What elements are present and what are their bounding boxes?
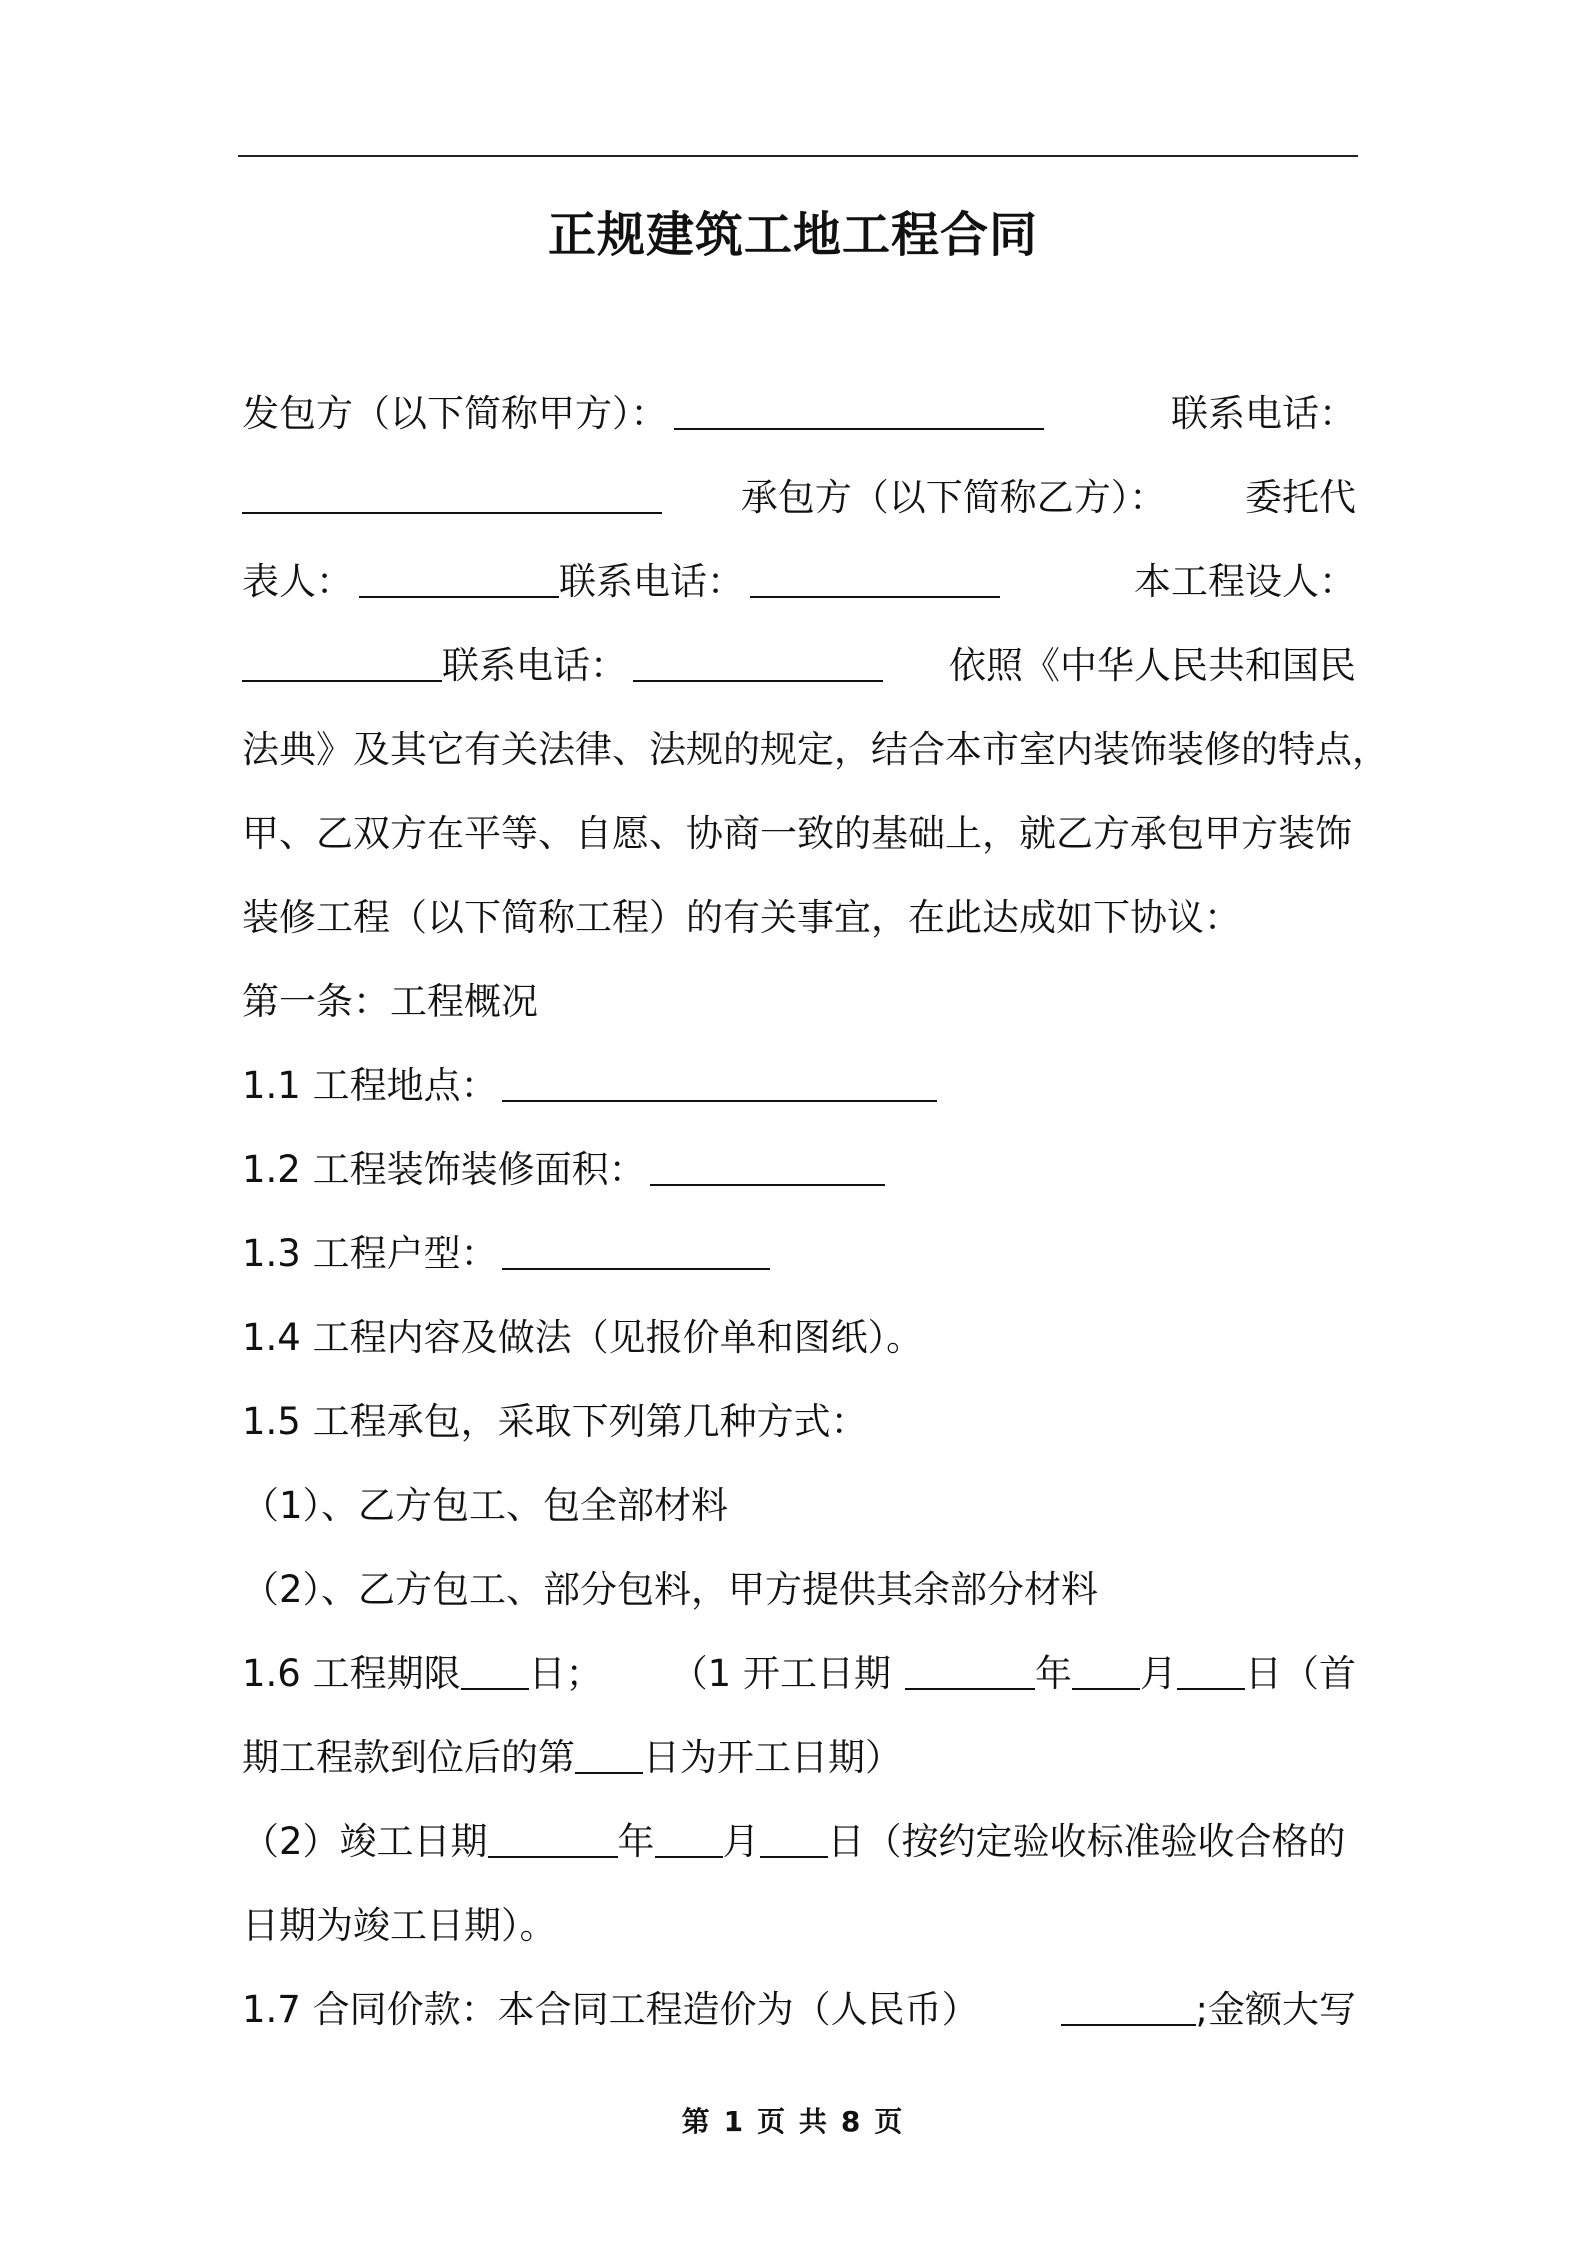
- start-day-unit: 日（首: [1245, 1652, 1356, 1695]
- item-1-4: 1.4 工程内容及做法（见报价单和图纸）。: [242, 1316, 924, 1359]
- page-suffix: 页: [874, 2105, 905, 2138]
- completion-year-blank: [488, 1818, 618, 1858]
- header-line-1: [242, 368, 1356, 452]
- item-1-2: [242, 1124, 1356, 1208]
- header-rule: [238, 155, 1358, 157]
- location-blank: [502, 1062, 937, 1102]
- agent-phone-label: 联系电话：: [559, 560, 744, 603]
- designer-phone-blank: [633, 642, 883, 682]
- item-1-3-label: 1.3 工程户型：: [242, 1232, 498, 1275]
- item-1-1-label: 1.1 工程地点：: [242, 1064, 498, 1107]
- page-number: 1: [723, 2105, 746, 2138]
- page-prefix: 第: [681, 2105, 712, 2138]
- duration-unit: 日；: [528, 1652, 603, 1695]
- phone-blank: [242, 474, 662, 514]
- completion-month-unit: 月: [722, 1820, 760, 1863]
- document-title: 正规建筑工地工程合同: [547, 207, 1038, 263]
- start-date-label: （1 开工日期: [670, 1652, 891, 1695]
- item-1-1: [242, 1040, 1356, 1124]
- agent-label-cont: 表人：: [242, 560, 353, 603]
- area-blank: [650, 1146, 885, 1186]
- phone-label: 联系电话：: [1171, 392, 1356, 435]
- item-1-6-cont: [242, 1712, 1356, 1796]
- amount-in-words-label: ;金额大写: [1195, 1988, 1356, 2031]
- item-1-5-option-2: （2）、乙方包工、部分包料，甲方提供其余部分材料: [242, 1568, 1099, 1611]
- completion-day-blank: [760, 1818, 828, 1858]
- party-a-blank: [674, 390, 1044, 430]
- agent-label: 委托代: [1245, 476, 1356, 519]
- designer-label: 本工程设人：: [1134, 560, 1356, 603]
- basis-text: 依照《中华人民共和国民: [949, 644, 1356, 687]
- completion-month-blank: [655, 1818, 723, 1858]
- document-body: [242, 368, 1389, 2048]
- item-1-6-2-cont: 日期为竣工日期）。: [242, 1904, 557, 1947]
- contract-price-label: 1.7 合同价款：本合同工程造价为（人民币）: [242, 1988, 979, 2031]
- item-1-5: 1.5 工程承包，采取下列第几种方式：: [242, 1400, 868, 1443]
- start-year-unit: 年: [1035, 1652, 1072, 1695]
- completion-year-unit: 年: [617, 1820, 655, 1863]
- start-condition-tail: 日为开工日期）: [643, 1736, 902, 1779]
- item-1-7: [242, 1964, 1356, 2048]
- start-year-blank: [905, 1650, 1035, 1690]
- designer-phone-label: 联系电话：: [442, 644, 627, 687]
- agent-blank: [359, 558, 559, 598]
- article-1-heading: 第一条：工程概况: [242, 980, 538, 1023]
- contract-price-blank: [1061, 1986, 1196, 2026]
- agent-phone-blank: [750, 558, 1000, 598]
- start-day-blank: [1177, 1650, 1245, 1690]
- item-1-2-label: 1.2 工程装饰装修面积：: [242, 1148, 646, 1191]
- duration-blank: [461, 1650, 529, 1690]
- page-footer: [0, 2100, 1586, 2140]
- item-1-3: [242, 1208, 1356, 1292]
- start-condition-text: 期工程款到位后的第: [242, 1736, 575, 1779]
- completion-date-label: （2）竣工日期: [242, 1820, 488, 1863]
- para-line-6: 甲、乙双方在平等、自愿、协商一致的基础上，就乙方承包甲方装饰: [242, 812, 1352, 855]
- unit-type-blank: [502, 1230, 770, 1270]
- party-b-label: 承包方（以下简称乙方）：: [740, 476, 1167, 519]
- party-a-label: 发包方（以下简称甲方）：: [242, 392, 668, 435]
- header-line-2: [242, 452, 1356, 536]
- start-month-blank: [1072, 1650, 1140, 1690]
- start-month-unit: 月: [1140, 1652, 1177, 1695]
- designer-blank: [242, 642, 442, 682]
- para-line-5: 法典》及其它有关法律、法规的规定，结合本市室内装饰装修的特点，: [242, 728, 1389, 771]
- page-total: 8: [840, 2105, 863, 2138]
- duration-label: 1.6 工程期限: [242, 1652, 461, 1695]
- page-mid: 页 共: [757, 2105, 829, 2138]
- start-day-number-blank: [575, 1734, 643, 1774]
- header-line-3: [242, 536, 1356, 620]
- header-line-4: [242, 620, 1356, 704]
- item-1-5-option-1: （1）、乙方包工、包全部材料: [242, 1484, 729, 1527]
- item-1-6: [242, 1628, 1356, 1712]
- item-1-6-2: [242, 1796, 1356, 1880]
- para-line-7: 装修工程（以下简称工程）的有关事宜，在此达成如下协议：: [242, 896, 1241, 939]
- completion-day-unit: 日（按约定验收标准验收合格的: [827, 1820, 1346, 1863]
